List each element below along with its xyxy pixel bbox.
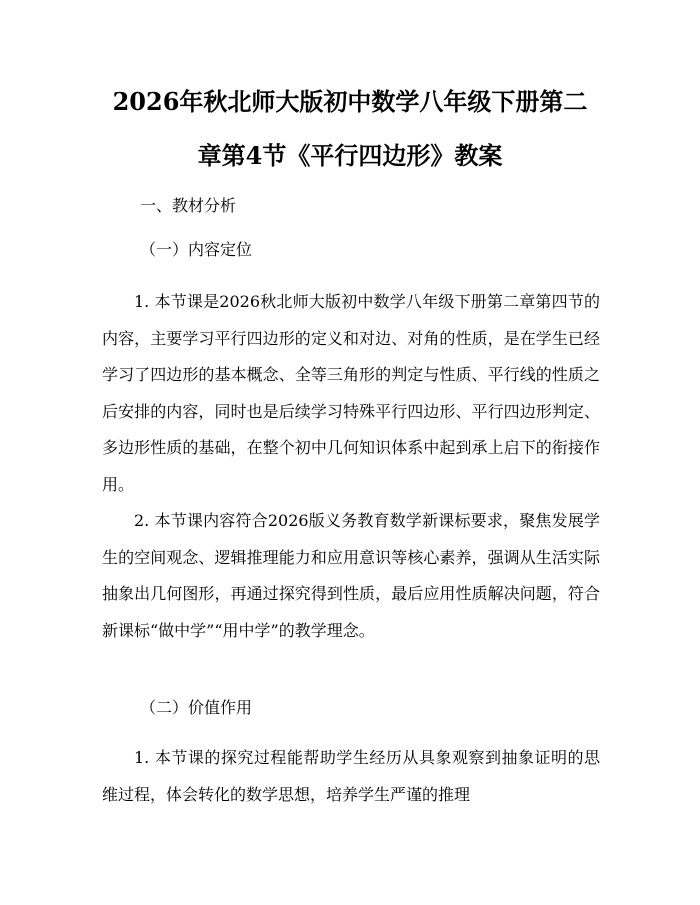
paragraph-value-role-1: 1. 本节课的探究过程能帮助学生经历从具象观察到抽象证明的思维过程，体会转化的数学思想，培养学生严谨的推理 <box>102 748 600 804</box>
subsection-heading-value-role: （二）价值作用 <box>140 698 253 717</box>
document-title-line-1: 2026年秋北师大版初中数学八年级下册第二 <box>112 87 588 116</box>
paragraph-content-positioning-1: 1. 本节课是2026秋北师大版初中数学八年级下册第二章第四节的内容，主要学习平行四边形的定义和对边、对角的性质，是在学生已经学习了四边形的基本概念、全等三角形的判定与性质、平行线的性质之后安排的内容，同时也是后续学习特殊平行四边形、平行四边形判定、多边形性质的基础，在整个初中几何知识体系中起到承上启下的衔接作用。 <box>102 292 600 494</box>
section-heading-textbook-analysis: 一、教材分析 <box>140 196 237 215</box>
paragraph-content-positioning-2: 2. 本节课内容符合2026版义务教育数学新课标要求，聚焦发展学生的空间观念、逻辑推理能力和应用意识等核心素养，强调从生活实际抽象出几何图形，再通过探究得到性质，最后应用性质解决问题，符合新课标“做中学”“用中学”的教学理念。 <box>102 511 600 640</box>
document-title-line-2: 章第4节《平行四边形》教案 <box>197 141 503 170</box>
subsection-heading-content-positioning: （一）内容定位 <box>140 240 253 259</box>
